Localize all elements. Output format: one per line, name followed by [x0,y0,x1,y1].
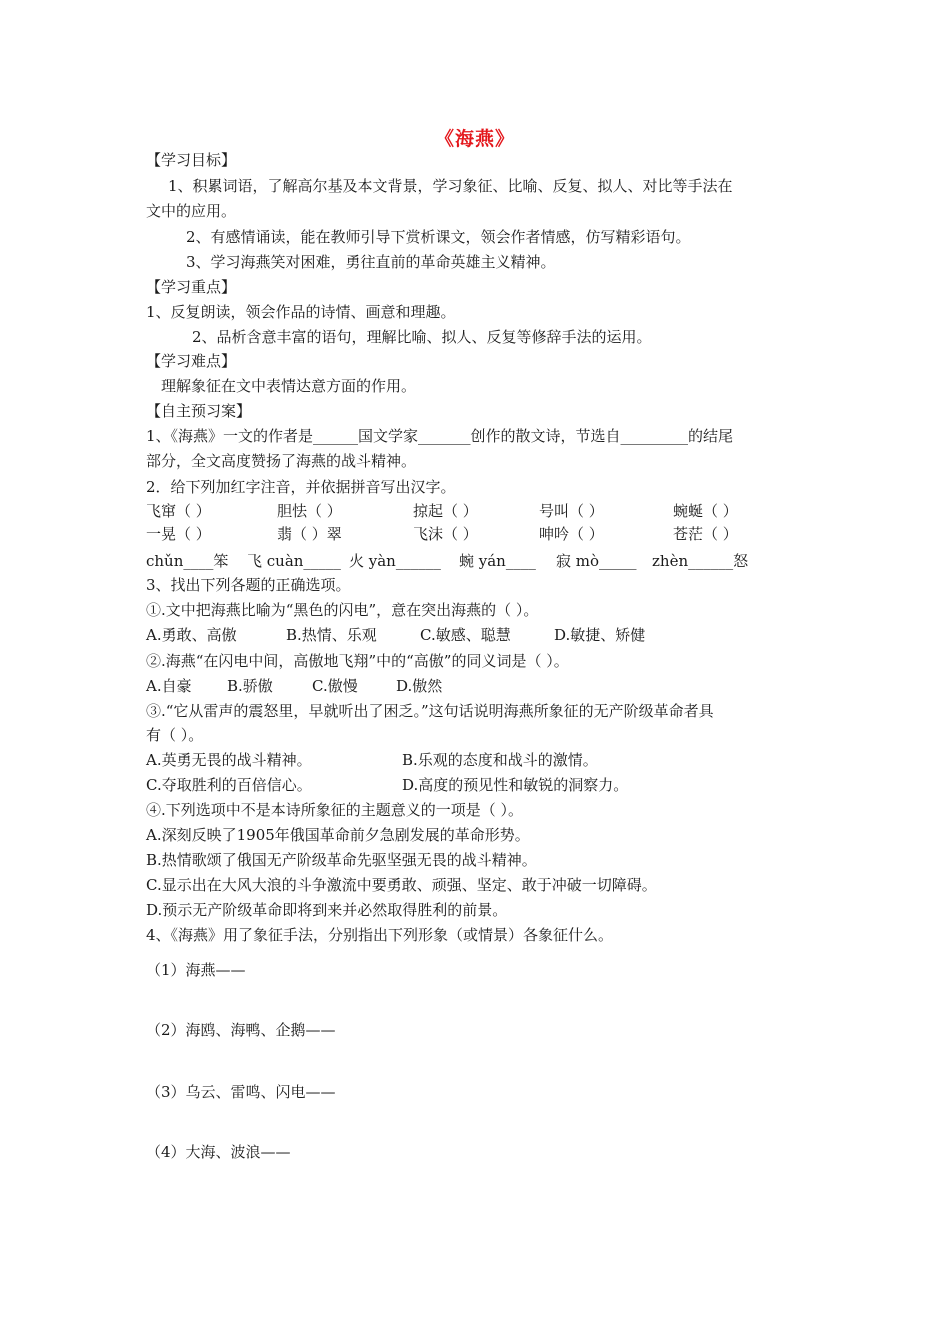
pinyin-write-item: 寂 mò_____ [556,552,637,570]
preview-heading: 【自主预习案】 [146,402,252,420]
pinyin-write-item: 蜿 yán____ [459,552,536,570]
option: A.自豪 [146,677,192,695]
goals-item-1-line-1: 1、积累词语，了解高尔基及本文背景，学习象征、比喻、反复、拟人、对比等手法在 [168,177,733,195]
option: C.敏感、聪慧 [420,626,511,644]
pinyin-item: 苍茫（ ） [673,525,738,543]
goals-item-1-line-2: 文中的应用。 [146,202,237,220]
goals-heading: 【学习目标】 [146,151,237,169]
option: D.高度的预见性和敏锐的洞察力。 [402,776,629,794]
difficulty-heading: 【学习难点】 [146,352,237,370]
option: A.勇敢、高傲 [146,626,237,644]
focus-item-1: 1、反复朗读，领会作品的诗情、画意和理趣。 [146,303,456,321]
pinyin-item: 飞沫（ ） [413,525,478,543]
option: B.热情、乐观 [286,626,377,644]
option: C.显示出在大风大浪的斗争激流中要勇敢、顽强、坚定、敢于冲破一切障碍。 [146,876,657,894]
option: A.深刻反映了1905年俄国革命前夕急剧发展的革命形势。 [146,826,530,844]
pinyin-item: 蜿蜒（ ） [673,502,738,520]
question-1-line-2: 部分，全文高度赞扬了海燕的战斗精神。 [146,452,417,470]
pinyin-item: 飞窜（ ） [146,502,211,520]
question-1-line-1: 1、《海燕》一文的作者是______国文学家_______创作的散文诗，节选自_________的结尾 [146,427,734,445]
symbol-item: （4）大海、波浪—— [146,1143,291,1161]
symbol-item: （2）海鸥、海鸭、企鹅—— [146,1021,336,1039]
option: D.敏捷、矫健 [554,626,646,644]
question-3-4: ④.下列选项中不是本诗所象征的主题意义的一项是（ ）。 [146,801,524,819]
option: B.骄傲 [227,677,273,695]
option: D.预示无产阶级革命即将到来并必然取得胜利的前景。 [146,901,508,919]
focus-heading: 【学习重点】 [146,278,237,296]
question-3-3-line-2: 有（ ）。 [146,726,204,744]
pinyin-item: 胆怯（ ） [277,502,342,520]
question-3-1: ①.文中把海燕比喻为“黑色的闪电”，意在突出海燕的（ ）。 [146,601,539,619]
option: B.乐观的态度和战斗的激情。 [402,751,598,769]
symbol-item: （3）乌云、雷鸣、闪电—— [146,1083,336,1101]
focus-item-2: 2、品析含意丰富的语句，理解比喻、拟人、反复等修辞手法的运用。 [192,328,652,346]
pinyin-write-item: chǔn____笨 [146,552,229,570]
goals-item-2: 2、有感情诵读，能在教师引导下赏析课文，领会作者情感，仿写精彩语句。 [186,228,691,246]
question-2: 2．给下列加红字注音，并依据拼音写出汉字。 [146,478,456,496]
goals-item-3: 3、学习海燕笑对困难，勇往直前的革命英雄主义精神。 [186,253,556,271]
option: D.傲然 [396,677,443,695]
pinyin-write-item: 飞 cuàn_____ [247,552,341,570]
pinyin-item: 号叫（ ） [539,502,604,520]
option: C.傲慢 [312,677,358,695]
question-3-3-line-1: ③.“它从雷声的震怒里，早就听出了困乏。”这句话说明海燕所象征的无产阶级革命者具 [146,702,714,720]
pinyin-item: 掠起（ ） [413,502,478,520]
page-title: 《海燕》 [434,128,515,150]
option: C.夺取胜利的百倍信心。 [146,776,312,794]
pinyin-item: 一晃（ ） [146,525,211,543]
pinyin-write-item: 火 yàn______ [349,552,441,570]
difficulty-item-1: 理解象征在文中表情达意方面的作用。 [161,377,417,395]
option: B.热情歌颂了俄国无产阶级革命先驱坚强无畏的战斗精神。 [146,851,537,869]
question-3: 3、找出下列各题的正确选项。 [146,576,351,594]
question-3-2: ②.海燕“在闪电中间，高傲地飞翔”中的“高傲”的同义词是（ ）。 [146,652,569,670]
pinyin-write-item: zhèn______怒 [652,552,749,570]
pinyin-item: 翡（ ）翠 [277,525,342,543]
option: A.英勇无畏的战斗精神。 [146,751,312,769]
symbol-item: （1）海燕—— [146,961,246,979]
question-4: 4、《海燕》用了象征手法，分别指出下列形象（或情景）各象征什么。 [146,926,614,944]
pinyin-item: 呻吟（ ） [539,525,604,543]
